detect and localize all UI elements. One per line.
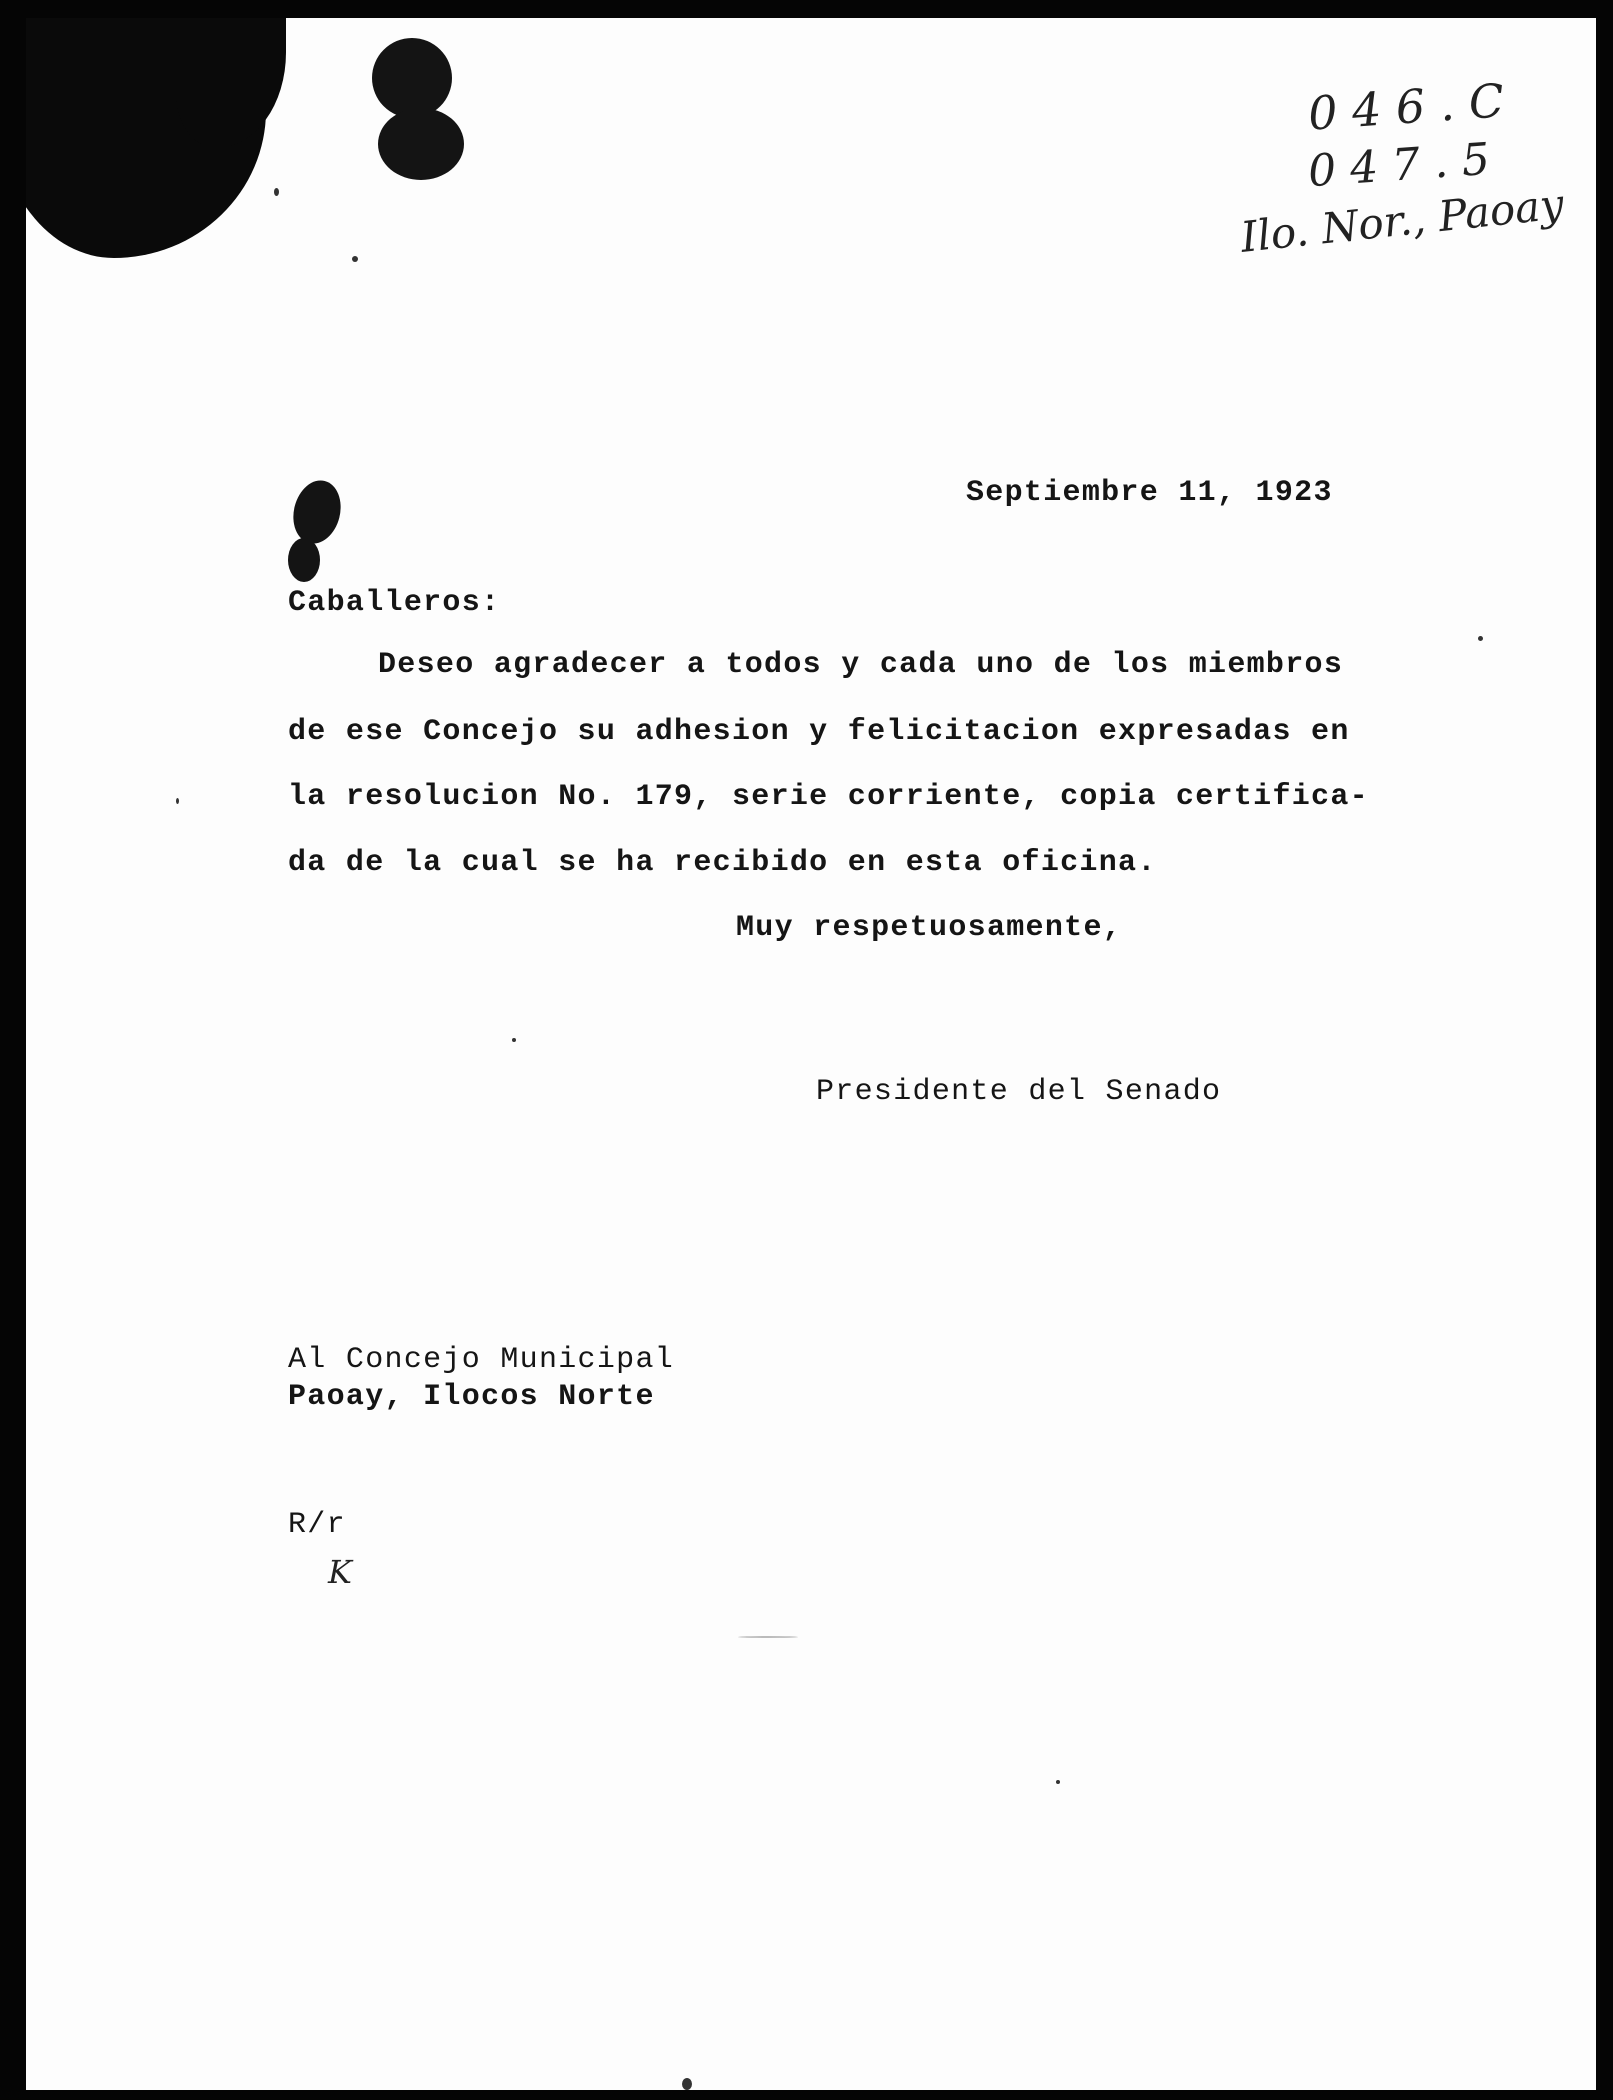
- handwritten-file-number: 0 4 6 . C: [1306, 73, 1506, 141]
- addressee-line: Al Concejo Municipal: [288, 1343, 675, 1377]
- speck: [1478, 636, 1483, 641]
- handwritten-file-number: 0 4 7 . 5: [1306, 133, 1492, 198]
- smudge: [738, 1636, 798, 1638]
- speck: [176, 798, 179, 804]
- ink-blot: [372, 38, 452, 118]
- letter-date: Septiembre 11, 1923: [966, 476, 1333, 510]
- ink-blot: [378, 108, 464, 180]
- salutation: Caballeros:: [288, 586, 501, 620]
- speck: [274, 188, 279, 196]
- body-line: de ese Concejo su adhesion y felicitacion expresadas en: [288, 715, 1350, 749]
- corner-stain-edge: [176, 18, 286, 148]
- closing: Muy respetuosamente,: [736, 911, 1123, 945]
- letter-page: [26, 18, 1596, 2090]
- speck: [352, 256, 358, 262]
- body-line: da de la cual se ha recibido en esta oficina.: [288, 846, 1157, 880]
- reference-initials: R/r: [288, 1508, 346, 1542]
- ink-blot: [288, 538, 320, 582]
- handwritten-initial: K: [328, 1553, 352, 1591]
- addressee-line: Paoay, Ilocos Norte: [288, 1380, 655, 1414]
- speck: [512, 1038, 516, 1042]
- ink-blot: [287, 475, 347, 548]
- signature-title: Presidente del Senado: [816, 1075, 1222, 1109]
- body-line: la resolucion No. 179, serie corriente, copia certifica-: [288, 780, 1369, 814]
- handwritten-location-note: Ilo. Nor., Paoay: [1238, 179, 1566, 262]
- body-line: Deseo agradecer a todos y cada uno de los miembros: [378, 648, 1344, 682]
- speck: [1056, 1780, 1060, 1784]
- speck: [682, 2078, 692, 2090]
